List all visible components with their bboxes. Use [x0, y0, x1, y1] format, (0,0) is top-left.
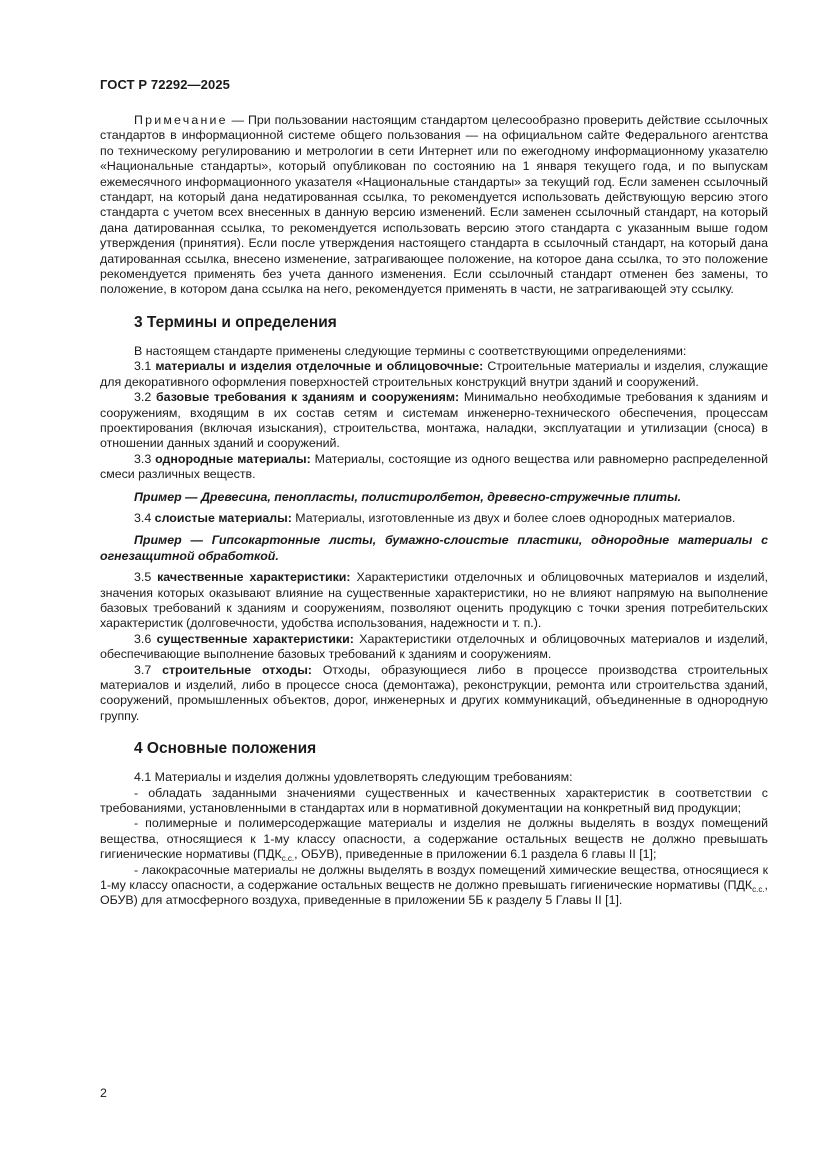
term-number: 3.1: [134, 359, 156, 374]
section-3-intro: В настоящем стандарте применены следующие термины с соответствующими определениями:: [134, 343, 687, 358]
page-number: 2: [100, 1086, 107, 1100]
requirement-text: - полимерные и полимерсодержащие материалы и изделия не должны выделять в воздух помещений вещества, относящиеся к 1-му классу опасности, а содержание остальных веществ не должно превышать гигиенические нормативы (ПДК: [100, 816, 768, 862]
term-definition: Минимально необходимые требования к зданиям и сооружениям, входящим в их состав сетям и системам инженерно-технического обеспечения, процессам проектирования (включая изыскания), строительства, монтажа, наладки, эксплуатации и утилизации (сноса) в отношении данных зданий и сооружений.: [100, 390, 768, 451]
reference-note: [100, 113, 768, 298]
term-name: базовые требования к зданиям и сооружениям:: [156, 390, 460, 405]
term-definition: Материалы, состоящие из одного вещества или равномерно распределенной смеси различных веществ.: [100, 451, 768, 482]
clause-4-1: 4.1 Материалы и изделия должны удовлетворять следующим требованиям:: [134, 770, 573, 785]
term-number: 3.6: [134, 631, 157, 646]
requirement-item-2: [100, 816, 768, 862]
requirement-text: , ОБУВ) для атмосферного воздуха, приведенные в приложении 5Б к разделу 5 Главы II [1].: [100, 878, 768, 908]
term-definition: Материалы, изготовленные из двух и более слоев однородных материалов.: [291, 510, 736, 525]
term-definition: Строительные материалы и изделия, служащие для декоративного оформления поверхностей строительных конструкций внутри зданий и сооружений.: [100, 359, 768, 389]
term-name: качественные характеристики:: [157, 570, 351, 585]
term-number: 3.5: [134, 570, 158, 585]
section-4-heading: 4 Основные положения: [134, 740, 317, 758]
requirement-item-1: - обладать заданными значениями существенных и качественных характеристик в соответствии с требованиями, установленными в стандартах или в нормативной документации на конкретный вид продукции;: [100, 785, 768, 816]
term-3-2: [100, 390, 768, 452]
term-3-6: [100, 632, 768, 663]
subscript-ss: с.с.: [752, 885, 765, 895]
term-name: слоистые материалы:: [154, 510, 292, 525]
term-3-7: [100, 663, 768, 725]
term-name: однородные материалы:: [155, 451, 311, 466]
term-definition: Отходы, образующиеся либо в процессе производства строительных материалов и изделий, либо в процессе сноса (демонтажа), реконструкции, ремонта или строительства зданий, сооружений, промышленных объектов, дорог, инженерных и других коммуникаций, объединенные в однородную группу.: [100, 662, 769, 723]
note-label: Примечание: [134, 113, 228, 127]
term-3-3: [100, 452, 768, 483]
document-header: ГОСТ Р 72292—2025: [100, 77, 230, 92]
term-number: 3.4: [134, 510, 155, 525]
requirement-item-3: [100, 863, 768, 909]
term-number: 3.2: [134, 390, 156, 405]
example-3-4: Пример — Гипсокартонные листы, бумажно-слоистые пластики, однородные материалы с огнезащитной обработкой.: [100, 533, 768, 563]
term-name: материалы и изделия отделочные и облицовочные:: [155, 359, 484, 374]
term-definition: Характеристики отделочных и облицовочных материалов и изделий, значения которых оказывают влияние на существенные характеристики, но не влияют напрямую на выполнение базовых требований к зданиям и сооружениям, позволяют оценить продукцию с точки зрения потребительских характеристик (долговечности, удобства использования, надежности и т. п.).: [100, 570, 768, 631]
term-definition: Характеристики отделочных и облицовочных материалов и изделий, обеспечивающие выполнение базовых требований к зданиям и сооружениям.: [100, 631, 768, 662]
example-3-3: Пример — Древесина, пенопласты, полистиролбетон, древесно-стружечные плиты.: [134, 489, 682, 504]
requirement-text: - лакокрасочные материалы не должны выделять в воздух помещений химические вещества, относящиеся к 1-му классу опасности, а содержание остальных веществ не должно превышать гигиенические нормативы (ПДК: [100, 862, 768, 893]
term-name: строительные отходы:: [162, 662, 312, 677]
term-name: существенные характеристики:: [156, 631, 354, 646]
section-3-heading: 3 Термины и определения: [134, 313, 337, 331]
term-3-5: [100, 570, 768, 632]
requirement-text: , ОБУВ), приведенные в приложении 6.1 раздела 6 главы II [1];: [294, 847, 657, 862]
page-content: [100, 113, 768, 909]
term-3-1: [100, 359, 768, 390]
term-number: 3.7: [134, 662, 163, 677]
subscript-ss: с.с.: [281, 854, 295, 864]
note-text: — При пользовании настоящим стандартом целесообразно проверить действие ссылочных стандартов в информационной системе общего пользования — на официальном сайте Федерального агентства по техническому регулированию и метрологии в сети Интернет или по ежегодному информационному указателю «Национальные стандарты», который опубликован по состоянию на 1 января текущего года, и по выпускам ежемесячного информационного указателя «Национальные стандарты» за текущий год. Если заменен ссылочный стандарт, на который дана недатированная ссылка, то рекомендуется использовать действующую версию этого стандарта с учетом всех внесенных в данную версию изменений. Если заменен ссылочный стандарт, на который дана датированная ссылка, то рекомендуется использовать версию этого стандарта с указанным выше годом утверждения (принятия). Если после утверждения настоящего стандарта в ссылочный стандарт, на который дана датированная ссылка, внесено изменение, затрагивающее положение, на которое дана ссылка, то это положение рекомендуется применять без учета данного изменения. Если ссылочный стандарт отменен без замены, то положение, в котором дана ссылка на него, рекомендуется применять в части, не затрагивающей эту ссылку.: [100, 113, 768, 297]
term-3-4: [100, 511, 768, 526]
term-number: 3.3: [134, 451, 156, 466]
